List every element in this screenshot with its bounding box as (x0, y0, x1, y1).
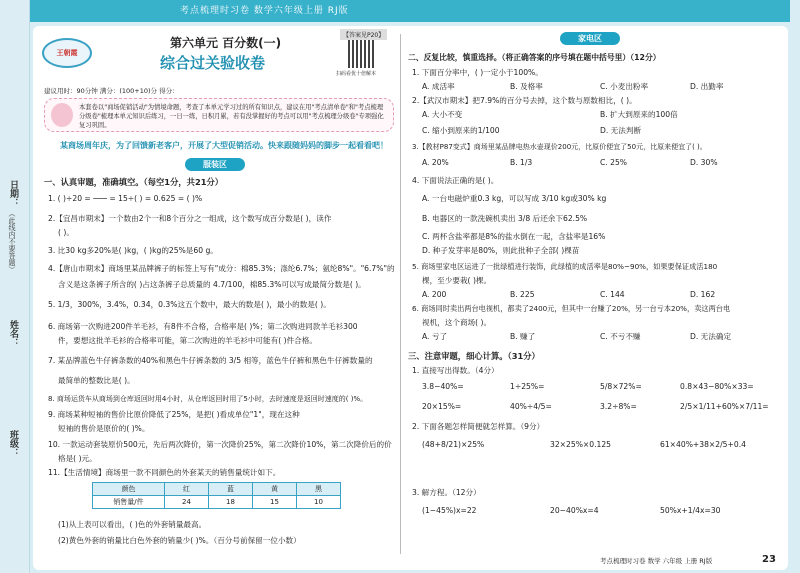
top-bar (30, 0, 790, 22)
question-11-2: (2)黄色外套的销量比白色外套的销量少( )%。（百分号前保留一位小数） (58, 536, 301, 545)
section-3-title: 三、注意审题，细心计算。（31分） (408, 351, 540, 361)
choice-q5-cont: 棵，至少要栽( )棵。 (422, 276, 492, 285)
choice-q6: 6. 商场同时卖出两台电视机，都卖了2400元，但其中一台赚了20%，另一台亏本20%，卖这两台电 (412, 304, 731, 313)
option: C. 不亏不赚 (600, 332, 641, 341)
table-cell: 15 (253, 496, 297, 509)
page-number: 23 (762, 554, 776, 565)
table-cell: 24 (165, 496, 209, 509)
top-bar-title: 考点梳理时习卷 数学六年级上册 RJ版 (180, 6, 349, 16)
option: D. 30% (690, 158, 718, 167)
calc-q1: 1. 直接写出得数。（4分） (412, 366, 499, 375)
option: C. 144 (600, 290, 625, 299)
question-10: 10. 一款运动套装原价500元，先后两次降价，第一次降价25%，第二次降价10%，第二次降价后的价 (48, 440, 392, 449)
calc-item: 50%x+1/4x=30 (660, 506, 721, 515)
option: C. 25% (600, 158, 628, 167)
option: B. 赚了 (510, 332, 536, 341)
calc-item: 5/8×72%= (600, 382, 642, 391)
table-cell: 18 (209, 496, 253, 509)
option: D. 无法判断 (600, 126, 642, 135)
option: A. 20% (422, 158, 449, 167)
question-5: 5. 1/3，300%，3.4%，0.3̇4̇，0.3%这五个数中，最大的数是( )，最小的数是( )。 (48, 300, 331, 309)
table-row (93, 483, 341, 496)
option: C. 两杯含盐率都是8%的盐水倒在一起，含盐率是16% (422, 232, 606, 241)
note-text: 本套卷以"商场促销活动"为情境命题，考查了本单元学习过的所有知识点，建议在用"考点清单卷"和"考点梳理分级卷"梳理本单元知识后练习，一日一练，日积月累，若有没掌握好的考点可以用"考点梳理分级卷"专项强化复习巩固。 (79, 104, 384, 129)
table-row (93, 496, 341, 509)
scenario-banner: 某商场周年庆，为了回馈新老客户，开展了大型促销活动。快来跟随妈妈的脚步一起看看吧！ (60, 141, 388, 150)
option: B. 扩大到原来的100倍 (600, 110, 678, 119)
name-label: 姓名： (8, 320, 18, 347)
class-label: 班级： (8, 430, 18, 457)
question-2: 2.【宜昌市期末】一个数由2个一和8个百分之一组成，这个数写成百分数是( )，读作 (48, 214, 332, 223)
choice-q3: 3.【教材P87变式】商场里某品牌电热水壶现价200元，比原价便宜了50元，比原来便宜了( )。 (412, 143, 707, 151)
calc-item: 2/5×1/11+60%×7/11= (680, 402, 769, 411)
footer-text: 考点梳理时习卷 数学 六年级 上册 RJ版 (600, 557, 713, 565)
option: C. 小麦出粉率 (600, 82, 649, 91)
exam-info: 建议用时：90分钟 满分：(100+10)分 得分： (44, 87, 179, 95)
column-divider (400, 34, 401, 554)
date-label: 日期： (8, 180, 18, 207)
question-11-1: (1)从上表可以看出，( )色的外套销量最高。 (58, 520, 207, 529)
option: B. 及格率 (510, 82, 543, 91)
table-cell: 颜色 (93, 483, 165, 496)
answer-tag: 【答案见P20】 (340, 29, 387, 40)
option: A. 亏了 (422, 332, 448, 341)
section-1-title: 一、认真审题，准确填空。（每空1分，共21分） (44, 177, 224, 187)
option: B. 电器区的一款洗碗机卖出 3/8 后还余下62.5% (422, 214, 588, 223)
table-cell: 红 (165, 483, 209, 496)
table-cell: 销售量/件 (93, 496, 165, 509)
calc-item: 20−40%x=4 (550, 506, 599, 515)
question-1: 1. ( )÷20 = ─── = 15÷( ) = 0.625 = ( )% (48, 194, 203, 203)
section-2-title: 二、反复比较，慎重选择。（将正确答案的序号填在题中括号里）（12分） (408, 53, 661, 62)
calc-item: 61×40%+38×2/5+0.4 (660, 440, 746, 449)
question-7-cont: 最简单的整数比是( )。 (58, 376, 135, 385)
question-8: 8. 商场运货车从商场到仓库返回时用4小时，从仓库返回时用了5小时，去时速度是返回时速度的( )%。 (48, 395, 368, 403)
qr-caption: 扫码看优十倍解本 (336, 71, 377, 77)
calc-q2: 2. 下面各题怎样简便就怎样算。（9分） (412, 422, 545, 431)
option: B. 1/3 (510, 158, 533, 167)
calc-item: 3.8−40%= (422, 382, 464, 391)
question-9-cont: 短袖的售价是原价的( )%。 (58, 424, 150, 433)
question-2-cont: ( )。 (58, 228, 74, 237)
option: D. 出勤率 (690, 82, 724, 91)
question-6-cont: 件，要想这批羊毛衫的合格率可能，第二次购进的羊毛衫中可能有( )件合格。 (58, 336, 317, 345)
choice-q5: 5. 商场里家电区运进了一批绿植进行装饰，此绿植的成活率是80%~90%，如果要保证成活180 (412, 262, 718, 271)
table-cell: 黄 (253, 483, 297, 496)
left-strip (0, 0, 30, 573)
no-answer-note: （此线内不要答题） (8, 210, 16, 273)
question-9: 9. 商场某种短袖的售价比原价降低了25%，是把( )看成单位"1"，现在这种 (48, 410, 300, 419)
option: D. 无法确定 (690, 332, 732, 341)
choice-q4: 4. 下面说法正确的是( )。 (412, 176, 499, 185)
calc-item: 20×15%= (422, 402, 462, 411)
option: C. 缩小到原来的1/100 (422, 126, 500, 135)
option: D. 162 (690, 290, 716, 299)
option: A. 一台电磁炉重0.3 kg，可以写成 3/10 kg或30% kg (422, 194, 607, 203)
page-title: 综合过关验收卷 (160, 54, 266, 72)
zone-clothing: 服装区 (185, 158, 245, 171)
table-cell: 黑 (297, 483, 341, 496)
table-cell: 蓝 (209, 483, 253, 496)
choice-q1: 1. 下面百分率中，( )一定小于100%。 (412, 68, 543, 77)
question-7: 7. 某品牌蓝色牛仔裤条数的40%和黑色牛仔裤条数的 3/5 相等，蓝色牛仔裤和黑色牛仔裤数量的 (48, 356, 373, 365)
question-11: 11.【生活情境】商场里一款不同颜色的外套某天的销售量统计如下。 (48, 468, 281, 477)
sales-table (92, 482, 341, 509)
option: A. 大小不变 (422, 110, 463, 119)
calc-item: 3.2÷8%= (600, 402, 637, 411)
option: A. 200 (422, 290, 447, 299)
calc-item: (48+8/21)×25% (422, 440, 485, 449)
calc-item: 32×25%×0.125 (550, 440, 612, 449)
option: A. 成活率 (422, 82, 455, 91)
table-cell: 10 (297, 496, 341, 509)
choice-q6-cont: 视机，这个商场( )。 (422, 318, 492, 327)
question-10-cont: 格是( )元。 (58, 454, 97, 463)
option: D. 种子发芽率是80%，则此批种子全部( )棵苗 (422, 246, 580, 255)
calc-q3: 3. 解方程。（12分） (412, 488, 481, 497)
option: B. 225 (510, 290, 535, 299)
question-4-cont: 含义是这条裤子所含的( )占这条裤子总质量的 4.7/100，棉85.3%可以写成最简分数是( )。 (58, 280, 366, 289)
unit-title: 第六单元 百分数(一) (170, 36, 282, 50)
question-6: 6. 商场第一次购进200件羊毛衫，有8件不合格，合格率是( )%；第二次购进同款羊毛衫300 (48, 322, 358, 331)
qr-code-icon[interactable] (348, 40, 376, 68)
brand-logo: 王朝霞 (42, 38, 92, 68)
calc-item: 1÷25%= (510, 382, 545, 391)
zone-appliance: 家电区 (560, 32, 620, 45)
question-4: 4.【唐山市期末】商场里某品牌裤子的标签上写有"成分：棉85.3%；涤纶6.7%；氨纶8%"。"6.7%"的 (48, 264, 395, 273)
calc-item: 40%÷4/5= (510, 402, 552, 411)
calc-item: 0.8×43−80%×33= (680, 382, 754, 391)
teacher-avatar-icon (51, 103, 73, 127)
note-box (44, 98, 394, 132)
choice-q2: 2.【武汉市期末】把7.9%的百分号去掉，这个数与原数相比，( )。 (412, 96, 637, 105)
question-3: 3. 比30 kg多20%是( )kg，( )kg的25%是60 g。 (48, 246, 218, 255)
calc-item: (1−45%)x=22 (422, 506, 477, 515)
